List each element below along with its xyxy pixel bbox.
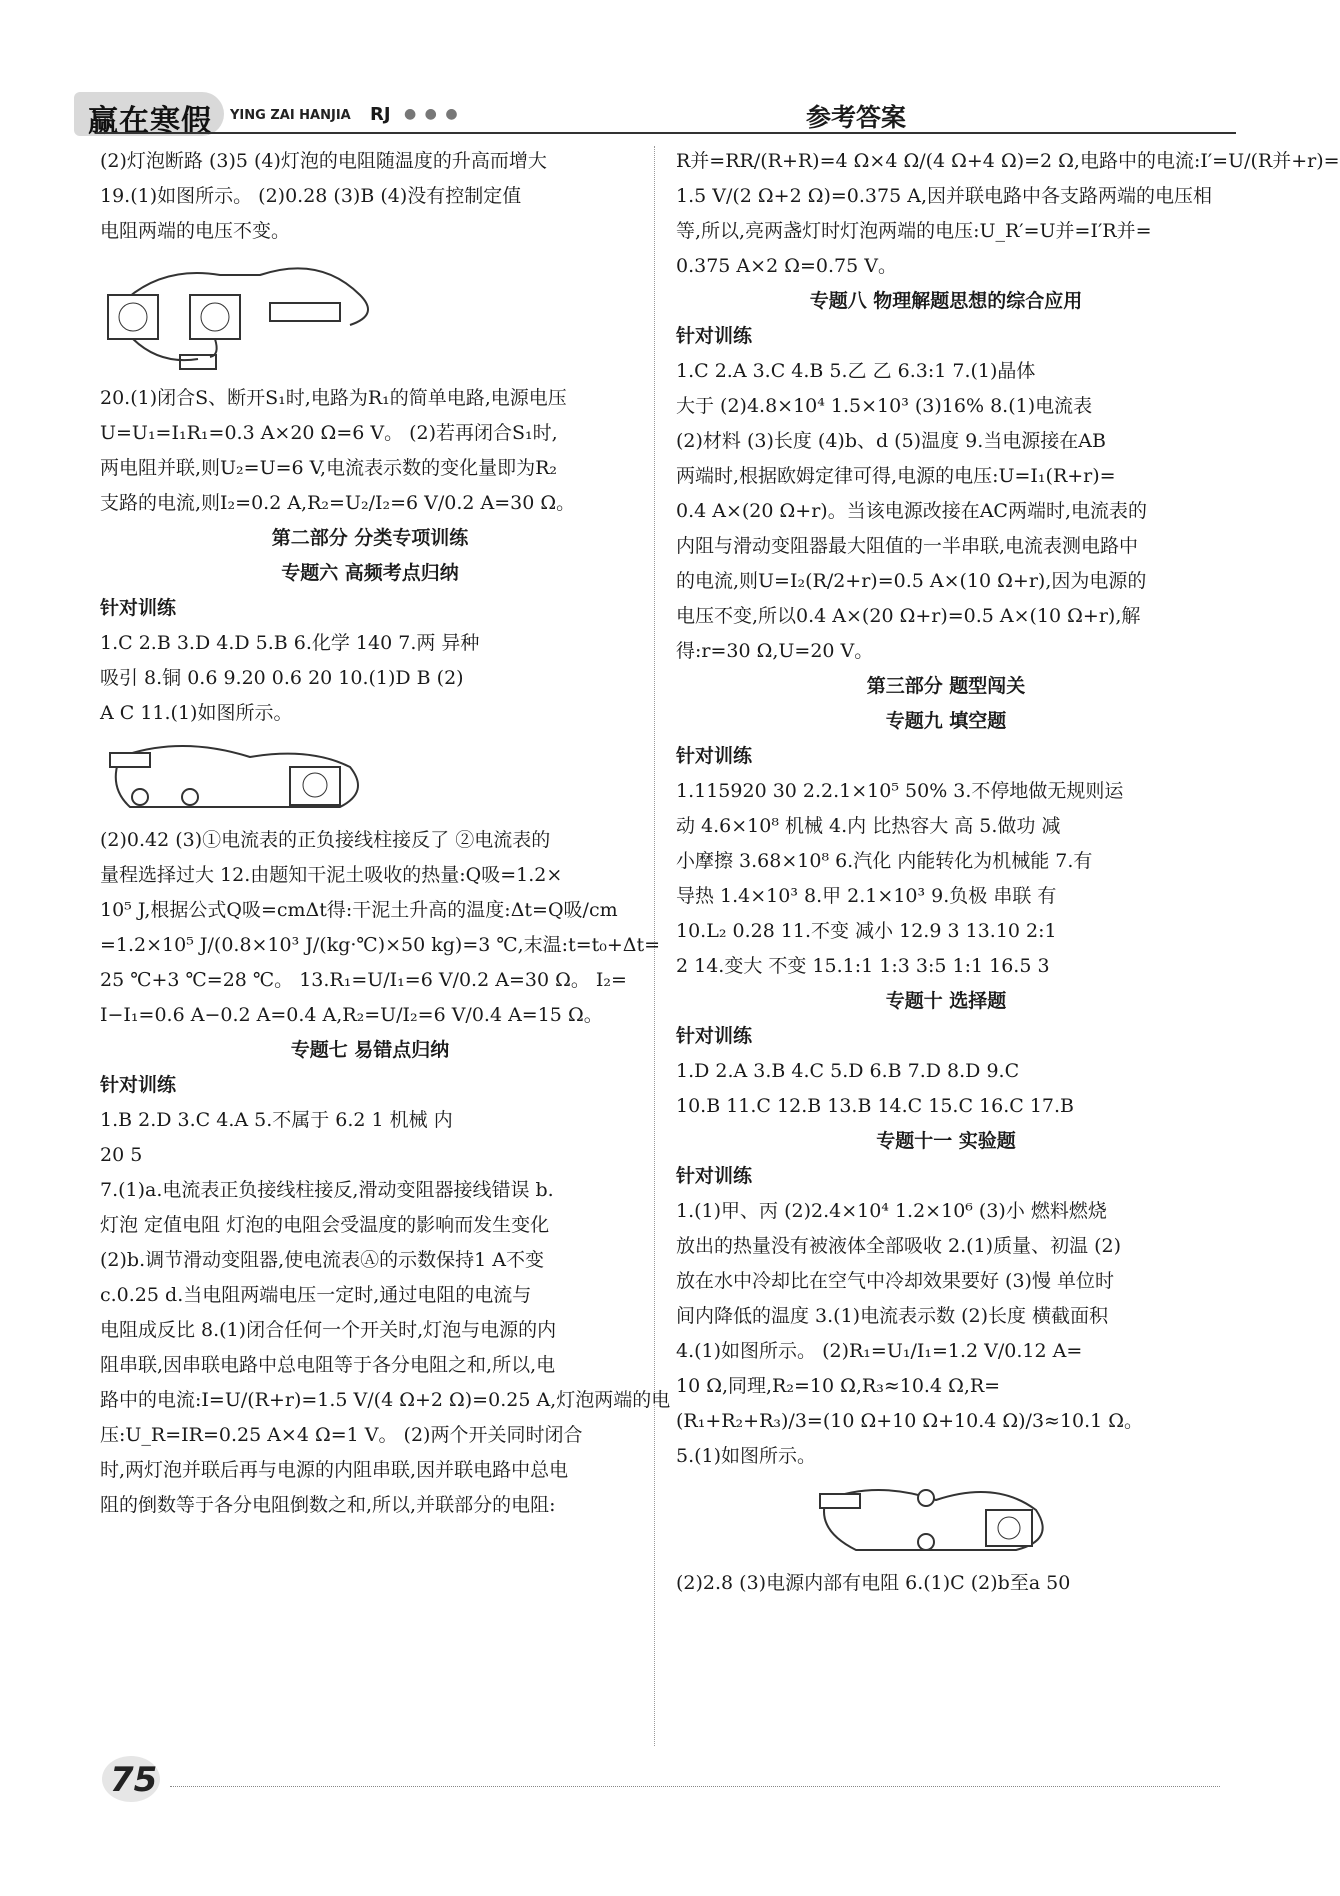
text-line: 路中的电流:I=U/(R+r)=1.5 V/(4 Ω+2 Ω)=0.25 A,灯泡两端的电: [100, 1389, 671, 1411]
text-line: I−I₁=0.6 A−0.2 A=0.4 A,R₂=U/I₂=6 V/0.4 A=15 Ω。: [100, 1004, 603, 1026]
text-line: 小摩擦 3.68×10⁸ 6.汽化 内能转化为机械能 7.有: [676, 850, 1093, 872]
topic-heading: 专题九 填空题: [885, 710, 1007, 732]
training-heading: 针对训练: [100, 1074, 177, 1096]
text-line: 2 14.变大 不变 15.1:1 1:3 3:5 1:1 16.5 3: [676, 955, 1050, 977]
text-line: 放出的热量没有被液体全部吸收 2.(1)质量、初温 (2): [676, 1235, 1122, 1257]
topic-heading: 专题十一 实验题: [876, 1130, 1016, 1152]
text-line: 1.C 2.B 3.D 4.D 5.B 6.化学 140 7.两 异种: [100, 632, 480, 654]
text-line: U=U₁=I₁R₁=0.3 A×20 Ω=6 V。 (2)若再闭合S₁时,: [100, 422, 558, 444]
text-line: 内阻与滑动变阻器最大阻值的一半串联,电流表测电路中: [676, 535, 1139, 557]
right-column: [676, 144, 1340, 1601]
part-heading: 第二部分 分类专项训练: [271, 527, 469, 549]
text-line: 7.(1)a.电流表正负接线柱接反,滑动变阻器接线错误 b.: [100, 1179, 554, 1201]
text-line: (2)0.42 (3)①电流表的正负接线柱接反了 ②电流表的: [100, 829, 551, 851]
text-line: (2)灯泡断路 (3)5 (4)灯泡的电阻随温度的升高而增大: [100, 150, 547, 172]
text-line: R并=RR/(R+R)=4 Ω×4 Ω/(4 Ω+4 Ω)=2 Ω,电路中的电流:I′=U/(R并+r)=: [676, 150, 1340, 172]
topic-heading: 专题十 选择题: [885, 990, 1007, 1012]
decorative-dots: ● ● ●: [404, 106, 460, 122]
training-heading: 针对训练: [676, 1025, 753, 1047]
header-rule: [96, 132, 1236, 134]
text-line: 放在水中冷却比在空气中冷却效果要好 (3)慢 单位时: [676, 1270, 1114, 1292]
training-heading: 针对训练: [676, 325, 753, 347]
text-line: 量程选择过大 12.由题知干泥土吸收的热量:Q吸=1.2×: [100, 864, 563, 886]
book-title: 赢在寒假: [88, 104, 212, 139]
text-line: 0.375 A×2 Ω=0.75 V。: [676, 255, 897, 277]
text-line: 时,两灯泡并联后再与电源的内阻串联,因并联电路中总电: [100, 1459, 569, 1481]
text-line: 电压不变,所以0.4 A×(20 Ω+r)=0.5 A×(10 Ω+r),解: [676, 605, 1141, 627]
text-line: 的电流,则U=I₂(R/2+r)=0.5 A×(10 Ω+r),因为电源的: [676, 570, 1147, 592]
text-line: (2)b.调节滑动变阻器,使电流表Ⓐ的示数保持1 A不变: [100, 1249, 545, 1271]
training-heading: 针对训练: [676, 1165, 753, 1187]
text-line: 19.(1)如图所示。 (2)0.28 (3)B (4)没有控制定值: [100, 185, 522, 207]
circuit-diagram-5: [816, 1480, 1076, 1560]
footer-rule: [170, 1786, 1220, 1787]
topic-heading: 专题七 易错点归纳: [290, 1039, 450, 1061]
text-line: A C 11.(1)如图所示。: [100, 702, 293, 724]
text-line: 10.B 11.C 12.B 13.B 14.C 15.C 16.C 17.B: [676, 1095, 1075, 1117]
training-heading: 针对训练: [676, 745, 753, 767]
left-column: [100, 144, 671, 1523]
text-line: 1.C 2.A 3.C 4.B 5.乙 乙 6.3:1 7.(1)晶体: [676, 360, 1036, 382]
text-line: 阻串联,因串联电路中总电阻等于各分电阻之和,所以,电: [100, 1354, 556, 1376]
training-heading: 针对训练: [100, 597, 177, 619]
text-line: 4.(1)如图所示。 (2)R₁=U₁/I₁=1.2 V/0.12 A=: [676, 1340, 1083, 1362]
text-line: 吸引 8.铜 0.6 9.20 0.6 20 10.(1)D B (2): [100, 667, 464, 689]
book-title-pinyin: YING ZAI HANJIA: [230, 108, 351, 123]
text-line: 间内降低的温度 3.(1)电流表示数 (2)长度 横截面积: [676, 1305, 1109, 1327]
text-line: 动 4.6×10⁸ 机械 4.内 比热容大 高 5.做功 减: [676, 815, 1061, 837]
topic-heading: 专题八 物理解题思想的综合应用: [809, 290, 1083, 312]
text-line: 1.(1)甲、丙 (2)2.4×10⁴ 1.2×10⁶ (3)小 燃料燃烧: [676, 1200, 1107, 1222]
text-line: =1.2×10⁵ J/(0.8×10³ J/(kg·℃)×50 kg)=3 ℃,末温:t=t₀+Δt=: [100, 934, 661, 956]
text-line: 10 Ω,同理,R₂=10 Ω,R₃≈10.4 Ω,R=: [676, 1375, 1001, 1397]
edition-label: RJ: [370, 104, 391, 125]
text-line: 电阻两端的电压不变。: [100, 220, 291, 242]
text-line: 20.(1)闭合S、断开S₁时,电路为R₁的简单电路,电源电压: [100, 387, 567, 409]
text-line: 25 ℃+3 ℃=28 ℃。 13.R₁=U/I₁=6 V/0.2 A=30 Ω。 I₂=: [100, 969, 627, 991]
circuit-diagram-19: [100, 255, 400, 375]
text-line: 两电阻并联,则U₂=U=6 V,电流表示数的变化量即为R₂: [100, 457, 558, 479]
text-line: 灯泡 定值电阻 灯泡的电阻会受温度的影响而发生变化: [100, 1214, 550, 1236]
text-line: 20 5: [100, 1144, 143, 1166]
part-heading: 第三部分 题型闯关: [866, 675, 1026, 697]
circuit-diagram-11: [100, 737, 400, 817]
text-line: 导热 1.4×10³ 8.甲 2.1×10³ 9.负极 串联 有: [676, 885, 1057, 907]
text-line: 5.(1)如图所示。: [676, 1445, 817, 1467]
text-line: 两端时,根据欧姆定律可得,电源的电压:U=I₁(R+r)=: [676, 465, 1116, 487]
text-line: (2)2.8 (3)电源内部有电阻 6.(1)C (2)b至a 50: [676, 1572, 1071, 1594]
text-line: 1.B 2.D 3.C 4.A 5.不属于 6.2 1 机械 内: [100, 1109, 453, 1131]
text-line: 0.4 A×(20 Ω+r)。当该电源改接在AC两端时,电流表的: [676, 500, 1147, 522]
text-line: (2)材料 (3)长度 (4)b、d (5)温度 9.当电源接在AB: [676, 430, 1106, 452]
text-line: 10.L₂ 0.28 11.不变 减小 12.9 3 13.10 2:1: [676, 920, 1057, 942]
text-line: 压:U_R=IR=0.25 A×4 Ω=1 V。 (2)两个开关同时闭合: [100, 1424, 583, 1446]
section-title: 参考答案: [806, 103, 907, 132]
text-line: (R₁+R₂+R₃)/3=(10 Ω+10 Ω+10.4 Ω)/3≈10.1 Ω。: [676, 1410, 1144, 1432]
text-line: 得:r=30 Ω,U=20 V。: [676, 640, 874, 662]
text-line: 1.5 V/(2 Ω+2 Ω)=0.375 A,因并联电路中各支路两端的电压相: [676, 185, 1212, 207]
text-line: 阻的倒数等于各分电阻倒数之和,所以,并联部分的电阻:: [100, 1494, 556, 1516]
text-line: 1.115920 30 2.2.1×10⁵ 50% 3.不停地做无规则运: [676, 780, 1124, 802]
text-line: 1.D 2.A 3.B 4.C 5.D 6.B 7.D 8.D 9.C: [676, 1060, 1020, 1082]
text-line: c.0.25 d.当电阻两端电压一定时,通过电阻的电流与: [100, 1284, 532, 1306]
text-line: 10⁵ J,根据公式Q吸=cmΔt得:干泥土升高的温度:Δt=Q吸/cm: [100, 899, 618, 921]
text-line: 支路的电流,则I₂=0.2 A,R₂=U₂/I₂=6 V/0.2 A=30 Ω。: [100, 492, 576, 514]
text-line: 电阻成反比 8.(1)闭合任何一个开关时,灯泡与电源的内: [100, 1319, 557, 1341]
text-line: 大于 (2)4.8×10⁴ 1.5×10³ (3)16% 8.(1)电流表: [676, 395, 1093, 417]
page-number: 75: [110, 1760, 158, 1800]
topic-heading: 专题六 高频考点归纳: [281, 562, 459, 584]
text-line: 等,所以,亮两盏灯时灯泡两端的电压:U_R′=U并=I′R并=: [676, 220, 1152, 242]
